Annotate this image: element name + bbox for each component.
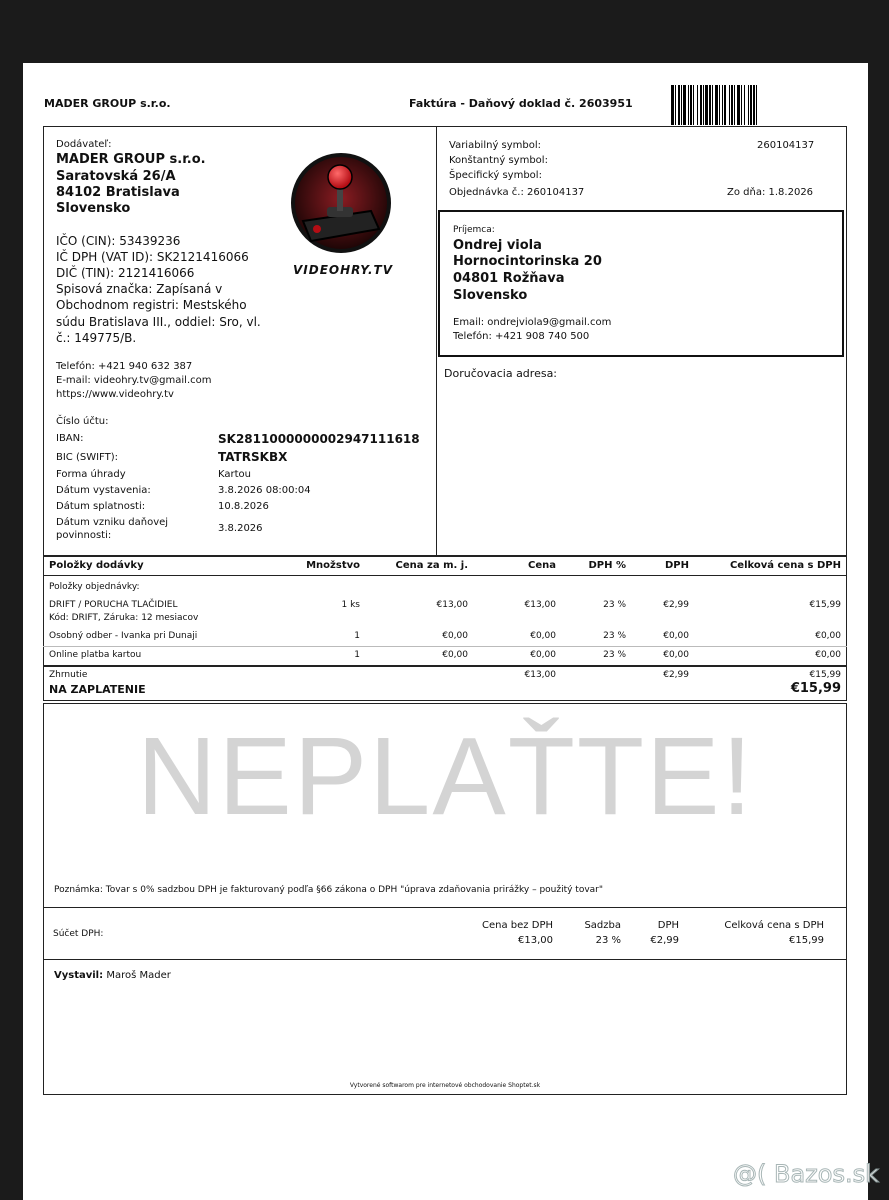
method-value: Kartou — [218, 469, 251, 480]
iban-value: SK2811000000002947111618 — [218, 432, 420, 446]
issued-value: 3.8.2026 08:00:04 — [218, 485, 311, 496]
item-3-vat: €0,00 — [663, 650, 689, 660]
variable-symbol-value: 260104137 — [757, 140, 815, 151]
recipient-phone: Telefón: +421 908 740 500 — [453, 331, 590, 342]
item-1-vat: €2,99 — [663, 600, 689, 610]
account-label: Číslo účtu: — [56, 416, 109, 427]
recipient-city: 04801 Rožňava — [453, 271, 565, 286]
amount-due-value: €15,99 — [790, 681, 841, 696]
tax-date-label-1: Dátum vzniku daňovej — [56, 517, 169, 528]
bic-label: BIC (SWIFT): — [56, 452, 119, 463]
vat-sum-rate: 23 % — [595, 935, 621, 946]
vat-sum-vat-header: DPH — [657, 920, 679, 931]
amount-due-label: NA ZAPLATENIE — [49, 683, 146, 696]
item-2-qty: 1 — [354, 631, 360, 641]
item-1-price: €13,00 — [524, 600, 556, 610]
method-label: Forma úhrady — [56, 469, 126, 480]
item-1-total: €15,99 — [809, 600, 841, 610]
supplier-dic: DIČ (TIN): 2121416066 — [56, 266, 195, 280]
item-2-vat: €0,00 — [663, 631, 689, 641]
barcode — [671, 85, 846, 125]
bic-value: TATRSKBX — [218, 450, 288, 464]
supplier-reg-3: súdu Bratislava III., oddiel: Sro, vl. — [56, 315, 261, 329]
vat-sum-rate-header: Sadzba — [584, 920, 621, 931]
variable-symbol-label: Variabilný symbol: — [449, 140, 542, 151]
supplier-country: Slovensko — [56, 201, 131, 216]
item-1-unit: €13,00 — [436, 600, 468, 610]
issued-by-name: Maroš Mader — [106, 970, 171, 981]
order-number: Objednávka č.: 260104137 — [449, 187, 585, 198]
constant-symbol-label: Konštantný symbol: — [449, 155, 548, 166]
item-2-price: €0,00 — [530, 631, 556, 641]
vat-sum-total: €15,99 — [789, 935, 824, 946]
videohry-logo — [275, 151, 411, 281]
recipient-street: Hornocintorinska 20 — [453, 254, 602, 269]
bazos-watermark: @( Bazos.sk — [733, 1160, 879, 1188]
delivery-address-label: Doručovacia adresa: — [444, 367, 558, 380]
item-3-total: €0,00 — [815, 650, 841, 660]
issued-label: Dátum vystavenia: — [56, 485, 151, 496]
joystick-icon — [275, 151, 411, 281]
col-items: Položky dodávky — [49, 560, 144, 571]
due-label: Dátum splatnosti: — [56, 501, 146, 512]
specific-symbol-label: Špecifický symbol: — [449, 170, 542, 181]
summary-vat: €2,99 — [663, 670, 689, 680]
item-2-name: Osobný odber - Ivanka pri Dunaji — [49, 631, 198, 641]
item-3-price: €0,00 — [530, 650, 556, 660]
item-2-vat-pct: 23 % — [603, 631, 626, 641]
supplier-label: Dodávateľ: — [56, 139, 112, 150]
vat-sum-total-header: Celková cena s DPH — [724, 920, 824, 931]
vat-sum-label: Súčet DPH: — [53, 929, 104, 939]
do-not-pay-watermark: NEPLAŤTE! — [136, 715, 755, 838]
recipient-name: Ondrej viola — [453, 238, 542, 253]
col-price: Cena — [528, 560, 556, 571]
issued-by-label: Vystavil: — [54, 970, 104, 981]
col-unit-price: Cena za m. j. — [395, 560, 468, 571]
vat-sum-vat: €2,99 — [650, 935, 679, 946]
supplier-reg-1: Spisová značka: Zapísaná v — [56, 282, 223, 296]
order-date: Zo dňa: 1.8.2026 — [727, 187, 814, 198]
supplier-email: E-mail: videohry.tv@gmail.com — [56, 375, 212, 386]
supplier-street: Saratovská 26/A — [56, 169, 176, 184]
logo-text: VIDEOHRY.TV — [292, 263, 394, 277]
summary-price: €13,00 — [524, 670, 556, 680]
item-2-unit: €0,00 — [442, 631, 468, 641]
footer-text: Vytvorené softwarom pre internetové obchodovanie Shoptet.sk — [349, 1082, 541, 1089]
recipient-country: Slovensko — [453, 288, 528, 303]
vat-sum-base: €13,00 — [518, 935, 553, 946]
vat-note: Poznámka: Tovar s 0% sadzbou DPH je fakturovaný podľa §66 zákona o DPH "úprava zdaňovania prirážky – použitý tovar" — [54, 885, 604, 895]
supplier-icdph: IČ DPH (VAT ID): SK2121416066 — [56, 250, 249, 264]
supplier-ico: IČO (CIN): 53439236 — [56, 234, 181, 248]
col-total: Celková cena s DPH — [729, 560, 841, 571]
tax-date-label-2: povinnosti: — [56, 530, 112, 541]
item-3-unit: €0,00 — [442, 650, 468, 660]
col-vat: DPH — [665, 560, 689, 571]
supplier-web: https://www.videohry.tv — [56, 389, 174, 400]
item-3-qty: 1 — [354, 650, 360, 660]
vat-sum-base-header: Cena bez DPH — [482, 920, 553, 931]
supplier-reg-2: Obchodnom registri: Mestského — [56, 298, 247, 312]
col-vat-pct: DPH % — [588, 560, 626, 571]
item-2-total: €0,00 — [815, 631, 841, 641]
document-title: Faktúra - Daňový doklad č. 2603951 — [409, 97, 633, 110]
issued-by — [54, 970, 171, 981]
supplier-reg-4: č.: 149775/B. — [56, 331, 137, 345]
summary-total: €15,99 — [809, 670, 841, 680]
supplier-phone: Telefón: +421 940 632 387 — [56, 361, 193, 372]
recipient-label: Príjemca: — [453, 225, 495, 235]
item-1-vat-pct: 23 % — [603, 600, 626, 610]
invoice-page — [23, 63, 868, 1200]
summary-label: Zhrnutie — [49, 670, 88, 680]
due-value: 10.8.2026 — [218, 501, 269, 512]
items-group-label: Položky objednávky: — [49, 582, 140, 592]
recipient-email: Email: ondrejviola9@gmail.com — [453, 317, 612, 328]
supplier-city: 84102 Bratislava — [56, 185, 180, 200]
iban-label: IBAN: — [56, 433, 84, 444]
item-1-name: DRIFT / PORUCHA TLAČIDIEL — [49, 600, 178, 610]
supplier-name: MADER GROUP s.r.o. — [56, 152, 206, 167]
item-3-vat-pct: 23 % — [603, 650, 626, 660]
tax-date-value: 3.8.2026 — [218, 523, 263, 534]
item-1-sub: Kód: DRIFT, Záruka: 12 mesiacov — [49, 613, 199, 623]
item-3-name: Online platba kartou — [49, 650, 142, 660]
col-qty: Množstvo — [306, 560, 360, 571]
item-1-qty: 1 ks — [341, 600, 360, 610]
header-company: MADER GROUP s.r.o. — [44, 97, 171, 110]
